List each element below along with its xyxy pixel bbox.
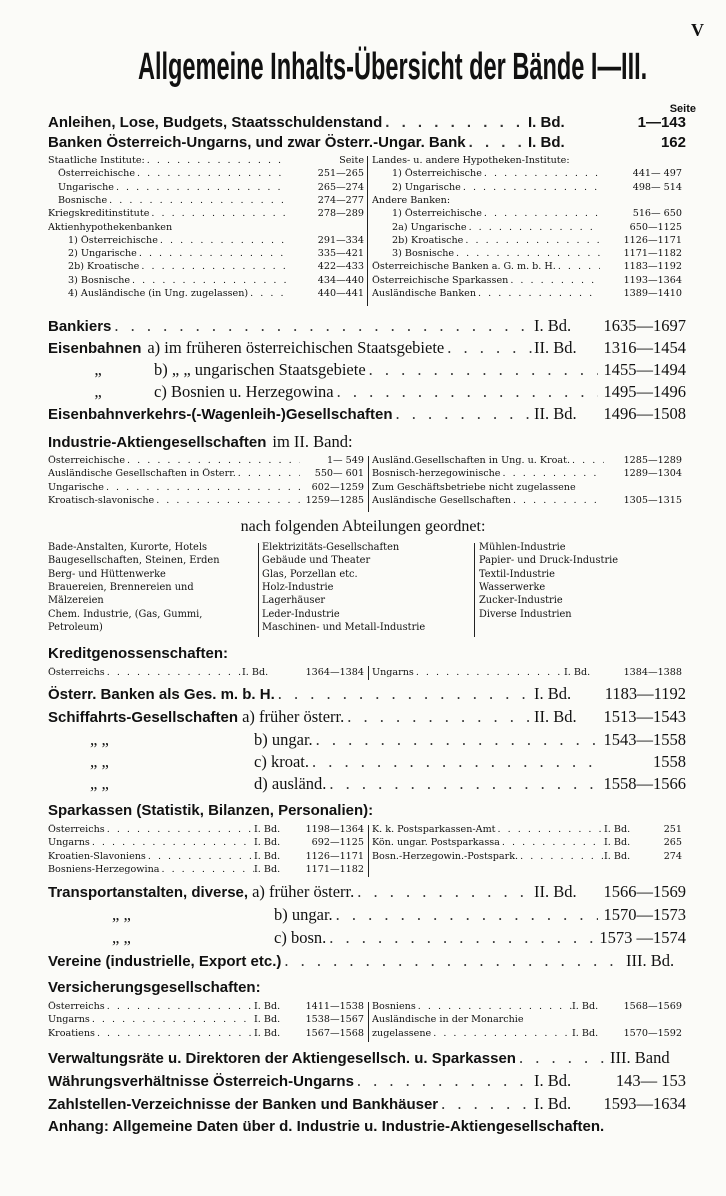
banken-right-row bbox=[372, 168, 682, 179]
banken-left-label: 2) Ungarische bbox=[68, 248, 137, 260]
industrie-left-pages: 1259—1285 bbox=[305, 494, 364, 506]
abteilung-item: Holz-Industrie bbox=[262, 581, 334, 593]
sparkassen-left-ref: I. Bd. bbox=[254, 824, 281, 835]
banken-left-label: Österreichische bbox=[58, 168, 136, 180]
sparkassen-left-ref: I. Bd. bbox=[254, 837, 281, 849]
sparkassen-right-ref: I. Bd. bbox=[604, 824, 631, 835]
sparkassen-left-label: Bosniens-Herzegowina bbox=[48, 863, 160, 875]
versicherung-header: Versicherungsgesellschaften: bbox=[48, 979, 261, 996]
banken-right-row bbox=[372, 182, 682, 193]
entry-schiffahrt-d: „ „ d) ausländ. . . . 1558—1566 bbox=[48, 774, 686, 794]
banken-left-pages: 265—274 bbox=[317, 181, 364, 193]
kredit-oesterreich: Österreichs . . . I. Bd. 1364—1384 bbox=[48, 667, 364, 678]
entry-verwaltungsraete: Verwaltungsräte u. Direktoren der Aktiengesellsch. u. Sparkassen . . . III. Band bbox=[48, 1048, 686, 1068]
banken-right-label: Landes- u. andere Hypotheken-Institute: bbox=[372, 155, 570, 166]
banken-right-row bbox=[372, 288, 682, 299]
column-divider bbox=[368, 825, 369, 877]
abteilung-item: Leder-Industrie bbox=[262, 608, 340, 620]
versicherung-left-ref: I. Bd. bbox=[254, 1014, 281, 1026]
industrie-left-label: Ungarische bbox=[48, 481, 104, 493]
sparkassen-header: Sparkassen (Statistik, Bilanzen, Personalien): bbox=[48, 802, 374, 819]
abteilung-item: Petroleum) bbox=[48, 621, 103, 633]
sparkassen-left-label: Kroatien-Slavoniens bbox=[48, 850, 146, 862]
banken-left-label: 2b) Kroatische bbox=[68, 261, 140, 273]
banken-right-label: 1) Österreichische bbox=[392, 168, 482, 180]
banken-left-row bbox=[48, 288, 364, 299]
sparkassen-left-row bbox=[48, 824, 364, 835]
banken-right-row bbox=[372, 235, 682, 246]
abteilung-item: Maschinen- und Metall-Industrie bbox=[262, 621, 426, 633]
versicherung-left-row bbox=[48, 1028, 364, 1039]
banken-right-pages: 1183—1192 bbox=[623, 261, 682, 273]
page-number: V bbox=[691, 20, 704, 40]
banken-right-label: 3) Bosnische bbox=[392, 248, 455, 260]
sparkassen-right-label: Bosn.-Herzegowin.-Postspark. bbox=[372, 850, 519, 862]
banken-left-row bbox=[48, 195, 364, 206]
entry-banken: Banken Österreich-Ungarns, und zwar Österr.-Ungar. Bank . . . I. Bd. 162 bbox=[48, 134, 686, 151]
banken-right-pages: 1126—1171 bbox=[623, 234, 682, 246]
industrie-right-row bbox=[372, 482, 682, 493]
banken-right-row bbox=[372, 248, 682, 259]
banken-left-label: Kriegskreditinstitute bbox=[48, 208, 150, 220]
versicherung-right-row bbox=[372, 1014, 682, 1025]
versicherung-left-label: Österreichs bbox=[48, 1001, 105, 1012]
abteilung-item: Chem. Industrie, (Gas, Gummi, bbox=[48, 608, 203, 620]
versicherung-right-pages: 1570—1592 bbox=[623, 1027, 682, 1039]
entry-transport-c: „ „ c) bosn. . . . 1573 —1574 bbox=[48, 928, 686, 948]
banken-right-pages: 441— 497 bbox=[632, 168, 682, 180]
sparkassen-right-row bbox=[372, 824, 682, 835]
sparkassen-left-ref: I. Bd. bbox=[254, 863, 281, 875]
abteilung-item: Papier- und Druck-Industrie bbox=[479, 555, 619, 567]
entry-anhang: Anhang: Allgemeine Daten über d. Industrie u. Industrie-Aktiengesellschaften. bbox=[48, 1118, 605, 1135]
industrie-left-pages: 602—1259 bbox=[311, 481, 364, 493]
abteilungen-header: nach folgenden Abteilungen geordnet: bbox=[240, 518, 486, 535]
banken-left-label: 3) Bosnische bbox=[68, 274, 131, 286]
banken-right-label: Andere Banken: bbox=[372, 194, 451, 206]
abteilung-item: Berg- und Hüttenwerke bbox=[48, 568, 166, 580]
sparkassen-left-pages: 1171—1182 bbox=[305, 863, 364, 875]
banken-right-pages: 498— 514 bbox=[632, 181, 682, 193]
industrie-right-label: Bosnisch-herzegowinische bbox=[372, 468, 501, 480]
banken-right-label: 1) Österreichische bbox=[392, 208, 482, 220]
abteilung-item: Textil-Industrie bbox=[479, 568, 555, 580]
abteilung-item: Lagerhäuser bbox=[262, 595, 326, 607]
sparkassen-right-label: K. k. Postsparkassen-Amt bbox=[372, 824, 496, 835]
entry-vereine: Vereine (industrielle, Export etc.) . . . III. Bd. bbox=[48, 951, 686, 971]
banken-right-pages: 516— 650 bbox=[632, 208, 682, 220]
entry-bankiers: Bankiers . . . I. Bd. 1635—1697 bbox=[48, 316, 686, 336]
entry-schiffahrt-b: „ „ b) ungar. . . . 1543—1558 bbox=[48, 730, 686, 750]
column-divider bbox=[368, 1002, 369, 1042]
banken-right-label: 2) Ungarische bbox=[392, 181, 461, 193]
banken-right-pages: 1193—1364 bbox=[623, 274, 682, 286]
column-divider bbox=[474, 543, 475, 637]
industrie-right-row bbox=[372, 468, 682, 479]
entry-eisenbahnen-a: Eisenbahnen a) im früheren österreichischen Staatsgebiete . . . II. Bd. 1316—1454 bbox=[48, 338, 686, 358]
industrie-right-row bbox=[372, 455, 682, 466]
industrie-left-row bbox=[48, 468, 364, 479]
industrie-right-row bbox=[372, 495, 682, 506]
banken-right-label: Österreichische Banken a. G. m. b. H. bbox=[372, 261, 556, 273]
sparkassen-right-row bbox=[372, 851, 682, 862]
banken-right-row bbox=[372, 195, 682, 206]
seite-column-header: Seite bbox=[669, 103, 696, 115]
industrie-right-label: Ausländische Gesellschaften bbox=[372, 494, 511, 506]
banken-right-row bbox=[372, 261, 682, 272]
banken-left-pages: 278—289 bbox=[317, 208, 364, 220]
industrie-right-pages: 1289—1304 bbox=[623, 468, 682, 480]
entry-transport-a: Transportanstalten, diverse, a) früher österr. . . . II. Bd. 1566—1569 bbox=[48, 882, 686, 902]
abteilung-item: Mühlen-Industrie bbox=[479, 542, 566, 553]
banken-left-row bbox=[48, 248, 364, 259]
versicherung-left-ref: I. Bd. bbox=[254, 1027, 281, 1039]
sparkassen-left-pages: 692—1125 bbox=[311, 837, 364, 849]
column-divider bbox=[367, 156, 368, 306]
industrie-left-pages: 550— 601 bbox=[314, 468, 364, 480]
entry-oesterr-banken: Österr. Banken als Ges. m. b. H. . . . I. Bd. 1183—1192 bbox=[48, 684, 686, 704]
sparkassen-right-pages: 265 bbox=[663, 837, 682, 849]
versicherung-right-ref: I. Bd. bbox=[572, 1001, 599, 1012]
industrie-left-row bbox=[48, 455, 364, 466]
entry-zahlstellen: Zahlstellen-Verzeichnisse der Banken und Bankhäuser . . . I. Bd. 1593—1634 bbox=[48, 1094, 686, 1114]
entry-waehrung: Währungsverhältnisse Österreich-Ungarns . . . I. Bd. 143— 153 bbox=[48, 1071, 686, 1091]
versicherung-right-row bbox=[372, 1028, 682, 1039]
banken-left-pages: 422—433 bbox=[317, 261, 364, 273]
banken-right-row bbox=[372, 275, 682, 286]
banken-left-row bbox=[48, 222, 364, 233]
entry-eisenbahnen-b: „ b) „ „ ungarischen Staatsgebiete . . . 1455—1494 bbox=[48, 360, 686, 380]
industrie-left-label: Österreichische bbox=[48, 455, 126, 466]
industrie-right-label: Zum Geschäftsbetriebe nicht zugelassene bbox=[372, 481, 576, 493]
banken-right-label: 2a) Ungarische bbox=[392, 221, 467, 233]
sparkassen-left-pages: 1198—1364 bbox=[305, 824, 364, 835]
entry-wagenleih: Eisenbahnverkehrs-(-Wagenleih-)Gesellschaften . . . II. Bd. 1496—1508 bbox=[48, 404, 686, 424]
sparkassen-left-row bbox=[48, 864, 364, 875]
sparkassen-left-pages: 1126—1171 bbox=[305, 850, 364, 862]
banken-left-row bbox=[48, 261, 364, 272]
sparkassen-left-label: Österreichs bbox=[48, 824, 105, 835]
abteilung-item: Gebäude und Theater bbox=[262, 555, 371, 567]
abteilung-item: Brauereien, Brennereien und bbox=[48, 581, 194, 593]
versicherung-left-row bbox=[48, 1001, 364, 1012]
banken-left-row bbox=[48, 208, 364, 219]
sparkassen-right-pages: 274 bbox=[663, 850, 682, 862]
sparkassen-right-label: Kön. ungar. Postsparkassa bbox=[372, 837, 500, 849]
banken-left-label: Aktienhypothekenbanken bbox=[48, 221, 173, 233]
industrie-left-pages: 1— 549 bbox=[326, 455, 364, 466]
banken-left-pages: 434—440 bbox=[317, 274, 364, 286]
sparkassen-left-row bbox=[48, 837, 364, 848]
banken-left-row bbox=[48, 235, 364, 246]
column-divider bbox=[368, 666, 369, 680]
versicherung-left-ref: I. Bd. bbox=[254, 1001, 281, 1012]
banken-left-label: Ungarische bbox=[58, 181, 114, 193]
abteilung-item: Bade-Anstalten, Kurorte, Hotels bbox=[48, 542, 207, 553]
banken-left-label: 4) Ausländische (in Ung. zugelassen) bbox=[68, 288, 249, 299]
entry-eisenbahnen-c: „ c) Bosnien u. Herzegowina . . . 1495—1496 bbox=[48, 382, 686, 402]
abteilung-item: Mälzereien bbox=[48, 595, 104, 607]
banken-left-row bbox=[48, 275, 364, 286]
sparkassen-right-ref: I. Bd. bbox=[604, 850, 631, 862]
banken-left-label: 1) Österreichische bbox=[68, 234, 158, 246]
industrie-right-label: Ausländ.Gesellschaften in Ung. u. Kroat. bbox=[372, 455, 571, 466]
abteilung-item: Wasserwerke bbox=[479, 581, 546, 593]
banken-left-pages: 251—265 bbox=[317, 168, 364, 180]
industrie-right-pages: 1305—1315 bbox=[623, 494, 682, 506]
entry-anleihen: Anleihen, Lose, Budgets, Staatsschuldenstand . . . I. Bd. 1—143 bbox=[48, 114, 686, 131]
banken-left-pages: 335—421 bbox=[317, 248, 364, 260]
banken-left-label: Staatliche Institute: bbox=[48, 155, 145, 166]
banken-left-row bbox=[48, 155, 364, 166]
banken-right-label: 2b) Kroatische bbox=[392, 234, 464, 246]
banken-right-row bbox=[372, 208, 682, 219]
abteilung-item: Diverse Industrien bbox=[479, 608, 572, 620]
versicherung-left-pages: 1411—1538 bbox=[305, 1001, 364, 1012]
banken-right-label: Österreichische Sparkassen bbox=[372, 274, 509, 286]
entry-schiffahrt-a: Schiffahrts-Gesellschaften a) früher österr. . . . II. Bd. 1513—1543 bbox=[48, 707, 686, 727]
abteilung-item: Glas, Porzellan etc. bbox=[262, 568, 358, 580]
industrie-left-label: Ausländische Gesellschaften in Österr. bbox=[48, 468, 236, 480]
entry-transport-b: „ „ b) ungar. . . . 1570—1573 bbox=[48, 905, 686, 925]
banken-left-row bbox=[48, 182, 364, 193]
sparkassen-left-ref: I. Bd. bbox=[254, 850, 281, 862]
sparkassen-right-ref: I. Bd. bbox=[604, 837, 631, 849]
industrie-left-row bbox=[48, 495, 364, 506]
versicherung-left-label: Ungarns bbox=[48, 1014, 90, 1026]
versicherung-left-pages: 1538—1567 bbox=[305, 1014, 364, 1026]
industrie-right-pages: 1285—1289 bbox=[623, 455, 682, 466]
sparkassen-left-label: Ungarns bbox=[48, 837, 90, 849]
banken-left-pages: Seite bbox=[339, 155, 364, 166]
versicherung-right-ref: I. Bd. bbox=[572, 1027, 599, 1039]
versicherung-right-row bbox=[372, 1001, 682, 1012]
column-divider bbox=[258, 543, 259, 637]
banken-left-pages: 291—334 bbox=[317, 234, 364, 246]
sparkassen-right-pages: 251 bbox=[663, 824, 682, 835]
entry-schiffahrt-c: „ „ c) kroat. . . . 1558 bbox=[48, 752, 686, 772]
industrie-header: Industrie-Aktiengesellschaften im II. Band: bbox=[48, 432, 353, 451]
banken-right-pages: 1389—1410 bbox=[623, 288, 682, 299]
versicherung-right-label: Ausländische in der Monarchie bbox=[372, 1014, 524, 1026]
banken-right-label: Ausländische Banken bbox=[372, 288, 477, 299]
page-title: Allgemeine Inhalts-Übersicht der Bände I—III. bbox=[137, 46, 648, 88]
kredit-ungarn: Ungarns . . . I. Bd. 1384—1388 bbox=[372, 667, 682, 678]
sparkassen-left-row bbox=[48, 851, 364, 862]
banken-left-pages: 274—277 bbox=[317, 194, 364, 206]
versicherung-left-row bbox=[48, 1014, 364, 1025]
versicherung-left-label: Kroatiens bbox=[48, 1027, 95, 1039]
abteilung-item: Zucker-Industrie bbox=[479, 595, 563, 607]
versicherung-left-pages: 1567—1568 bbox=[305, 1027, 364, 1039]
banken-left-label: Bosnische bbox=[58, 194, 108, 206]
banken-left-row bbox=[48, 168, 364, 179]
versicherung-right-label: zugelassene bbox=[372, 1027, 432, 1039]
versicherung-right-label: Bosniens bbox=[372, 1001, 416, 1012]
banken-right-row bbox=[372, 222, 682, 233]
abteilung-item: Elektrizitäts-Gesellschaften bbox=[262, 542, 400, 553]
abteilung-item: Baugesellschaften, Steinen, Erden bbox=[48, 555, 220, 567]
sparkassen-right-row bbox=[372, 837, 682, 848]
column-divider bbox=[368, 456, 369, 512]
banken-left-pages: 440—441 bbox=[317, 288, 364, 299]
industrie-left-label: Kroatisch-slavonische bbox=[48, 494, 155, 506]
industrie-left-row bbox=[48, 482, 364, 493]
versicherung-right-pages: 1568—1569 bbox=[623, 1001, 682, 1012]
banken-right-pages: 650—1125 bbox=[629, 221, 682, 233]
banken-right-pages: 1171—1182 bbox=[623, 248, 682, 260]
banken-right-row bbox=[372, 155, 682, 166]
kredit-header: Kreditgenossenschaften: bbox=[48, 645, 229, 662]
